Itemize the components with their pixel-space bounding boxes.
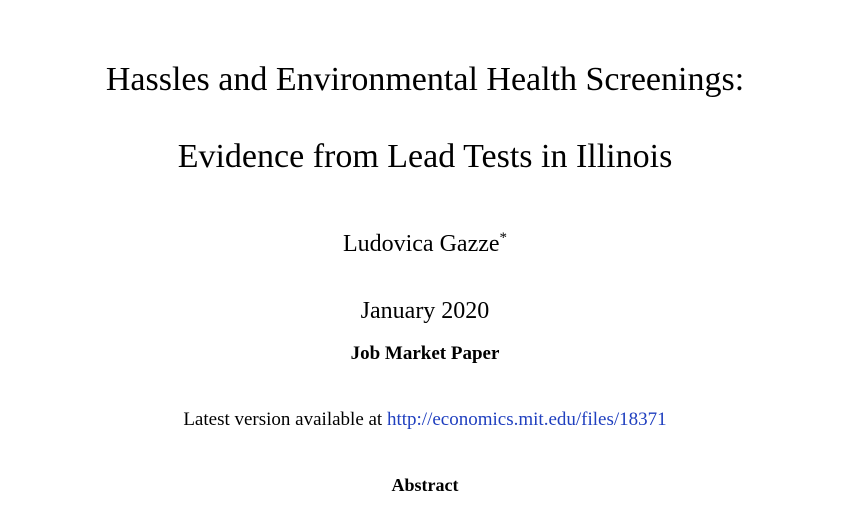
paper-type-label: Job Market Paper xyxy=(350,343,500,364)
paper-date: January 2020 xyxy=(360,298,490,324)
paper-title-line-1: Hassles and Environmental Health Screenings: xyxy=(105,61,745,98)
author-name: Ludovica Gazze xyxy=(342,231,500,257)
latest-version-line xyxy=(0,407,850,433)
paper-title-line-2: Evidence from Lead Tests in Illinois xyxy=(177,138,673,175)
author-line xyxy=(0,229,850,259)
abstract-heading: Abstract xyxy=(391,475,459,495)
latest-version-text: Latest version available at xyxy=(183,409,387,430)
author-footnote-mark[interactable]: * xyxy=(499,230,508,246)
latest-version-link[interactable]: http://economics.mit.edu/files/18371 xyxy=(386,409,667,430)
